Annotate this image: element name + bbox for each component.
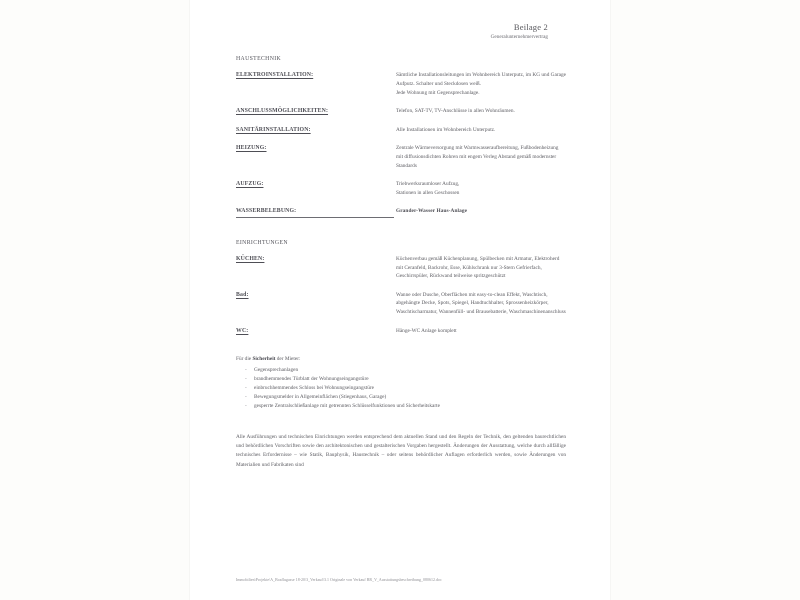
spec-label: HEIZUNG: [236, 145, 267, 152]
spec-label: AUFZUG: [236, 181, 264, 188]
security-block [236, 355, 566, 411]
spec-row [236, 327, 566, 336]
section-heading: HAUSTECHNIK [236, 56, 282, 63]
bullet-dash-icon: - [245, 393, 247, 400]
page-content [236, 22, 566, 578]
spec-row [236, 291, 566, 317]
list-item-label: Bewegungsmelder in Allgemeinflächen (Stiegenhaus, Garage) [254, 393, 387, 400]
bullet-dash-icon: - [245, 366, 247, 373]
spec-row [236, 107, 566, 116]
section-einrichtungen [236, 240, 566, 335]
page-gutter-left [0, 0, 190, 600]
spec-value: Küchenverbau gemäß Küchenplanung, Spülbecken mit Armatur, Elektroherd mit Ceranfeld, Backrohr, Esse, Kühlschrank nur 3-Stern Gefrierfach, Geschirrspüler, Rückwand teilweise spritzgeschützt [396, 256, 560, 280]
list-item [245, 393, 566, 402]
security-list [236, 366, 566, 411]
spec-label: ELEKTROINSTALLATION: [236, 72, 314, 79]
list-item [245, 366, 566, 375]
document-page [190, 0, 610, 600]
bullet-dash-icon: - [245, 384, 247, 391]
security-intro [236, 355, 566, 364]
list-item-label: brandhemmendes Türblatt der Wohnungseingangstüre [254, 375, 369, 382]
security-intro-before: Für die [236, 356, 253, 363]
page-subtitle: Generalunternehmervertrag [490, 33, 548, 40]
bullet-dash-icon: - [245, 402, 247, 409]
section-spacer [236, 228, 566, 240]
spec-value: Alle Installationen im Wohnbereich Unterputz. [396, 126, 496, 133]
spec-value: Telefon, SAT-TV, TV-Anschlüsse in allen Wohnräumen. [396, 108, 515, 115]
spec-row [236, 255, 566, 281]
bullet-dash-icon: - [245, 375, 247, 382]
spec-label: KÜCHEN: [236, 256, 265, 263]
spec-label: WASSERBELEBUNG: [236, 207, 394, 218]
document-header [236, 22, 566, 40]
list-item [245, 384, 566, 393]
spec-row [236, 126, 566, 135]
list-item [245, 375, 566, 384]
security-intro-after: der Mieter: [275, 356, 301, 363]
spec-row [236, 180, 566, 197]
list-item-label: einbruchhemmendes Schloss bei Wohnungseingangstüre [254, 384, 374, 391]
section-heading: EINRICHTUNGEN [236, 240, 288, 247]
spec-value: Grander-Wasser Haus-Anlage [396, 208, 468, 215]
list-item-label: Gegensprechanlagen [254, 366, 299, 373]
spec-row [236, 71, 566, 97]
spec-row [236, 144, 566, 170]
page-gutter-right [610, 0, 800, 600]
spec-label: Bad: [236, 291, 249, 298]
spec-label: SANITÄRINSTALLATION: [236, 126, 311, 133]
security-intro-emphasis: Sicherheit [252, 356, 276, 363]
spec-label: ANSCHLUSSMÖGLICHKEITEN: [236, 108, 329, 115]
document-footer-path: Immobilien\Projekte\A_Boaflugasse 18-20\3_Verkauf\3.1 Originale von Verkauf BR_V_Ausstattungsbeschreibung_080612.doc [236, 578, 442, 582]
list-item [245, 402, 566, 411]
spec-value: Triebwerksraumloser Aufzug, Stationen in allen Geschossen [396, 181, 460, 196]
spec-value: Sämtliche Installationsleitungen im Wohnbereich Unterputz, im KG und Garage Aufputz. Schalter und Steckdosen weiß. Jede Wohnung mit Gegensprechanlage. [396, 72, 566, 96]
list-item-label: gesperrte Zentralschließanlage mit getrennten Schlüsselfunktionen und Sicherheitskarte [254, 402, 440, 409]
page-title: Beilage 2 [513, 22, 548, 32]
spec-value: Hänge-WC Anlage komplett [396, 327, 457, 334]
spec-row [236, 207, 566, 218]
spec-value: Wanne oder Dusche, Oberflächen mit easy-to-clean Effekt, Waschtisch, abgehängte Decke, Spots, Spiegel, Handtuchhalter, Sprossenheizkörper, Waschtischarmatur, Wannenfüll- und Brausebatterie, Waschmaschinenanschluss [396, 291, 566, 315]
spec-value: Zentrale Wärmeversorgung mit Warmwasseraufbereitung, Fußbodenheizung mit diffusionsdichten Rohren mit engem Verleg Abstand gemäß modernster Standards [396, 145, 559, 169]
section-haustechnik [236, 56, 566, 218]
closing-paragraph: Alle Ausführungen und technischen Einrichtungen werden entsprechend dem aktuellen Stand und den Regeln der Technik, den geltenden baurechtlichen und behördlichen Vorschriften sowie den architektonischen und gestalterischen Vorgaben hergestellt. Änderungen der Ausstattung, welche durch allfällige technisches Erfordernisse – wie Statik, Bauphysik, Haustechnik – oder seitens behördlicher Auflagen erforderlich werden, sowie Änderungen von Materialien und Fabrikaten sind [236, 433, 566, 468]
spec-label: WC: [236, 327, 249, 334]
